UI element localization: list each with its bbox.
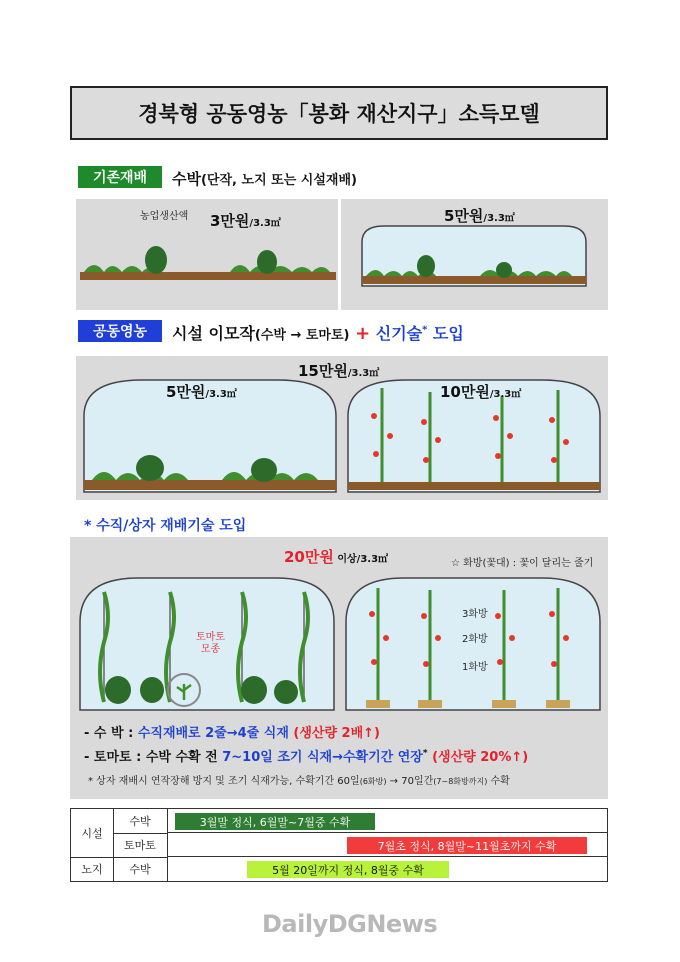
truss-legend: ☆ 화방(꽃대) : 꽃이 달리는 줄기 bbox=[451, 558, 594, 569]
schedule-bar-1: 3월말 정식, 6월말~7월중 수확 bbox=[175, 813, 375, 830]
joint-watermelon-price: 5만원/3.3㎡ bbox=[166, 383, 237, 401]
joint-tomato-price: 10만원/3.3㎡ bbox=[440, 383, 522, 401]
vertical-heading: * 수직/상자 재배기술 도입 bbox=[84, 518, 247, 534]
watermark: DailyDGNews bbox=[262, 910, 438, 938]
truss-label-2: 2화방 bbox=[462, 634, 488, 645]
schedule-bar-3: 5월 20일까지 정식, 8월중 수확 bbox=[247, 861, 449, 878]
existing-heading: 수박(단작, 노지 또는 시설재배) bbox=[172, 170, 357, 188]
open-field-label: 농업생산액 bbox=[140, 211, 189, 222]
panel-divider bbox=[338, 199, 341, 310]
schedule-group-facility: 시설 bbox=[71, 809, 114, 858]
existing-tag: 기존재배 bbox=[78, 166, 162, 188]
joint-heading: 시설 이모작(수박 → 토마토) + 신기술* 도입 bbox=[172, 323, 464, 344]
page-title: 경북형 공동영농「봉화 재산지구」소득모델 bbox=[70, 86, 608, 140]
truss-label-3: 3화방 bbox=[462, 609, 488, 620]
schedule-crop-2: 토마토 bbox=[113, 833, 168, 858]
truss-label-1: 1화방 bbox=[462, 662, 488, 673]
greenhouse-illustration bbox=[360, 224, 588, 288]
open-field-price: 3만원/3.3㎡ bbox=[210, 212, 281, 230]
seedling-label: 토마토 모종 bbox=[196, 632, 225, 655]
schedule-crop-1: 수박 bbox=[113, 809, 168, 834]
open-field-illustration bbox=[80, 240, 336, 284]
greenhouse-price: 5만원/3.3㎡ bbox=[444, 207, 515, 225]
vertical-price: 20만원 이상/3.3㎡ bbox=[284, 548, 389, 566]
bullet-watermelon: - 수 박 : 수직재배로 2줄→4줄 식재 (생산량 2배↑) bbox=[84, 726, 380, 741]
schedule-table bbox=[70, 808, 608, 882]
joint-tag: 공동영농 bbox=[78, 320, 162, 342]
bullet-tomato: - 토마토 : 수박 수확 전 7~10일 조기 식재→수확기간 연장* (생산량 20%↑) bbox=[84, 748, 529, 765]
schedule-crop-3: 수박 bbox=[113, 857, 168, 881]
joint-total-price: 15만원/3.3㎡ bbox=[298, 362, 380, 380]
footnote: * 상자 재배시 연작장해 방지 및 조기 식재가능, 수확기간 60일(6화방) → 70일간(7~8화방까지) 수확 bbox=[88, 776, 510, 787]
schedule-bar-2: 7월초 정식, 8월말~11월초까지 수확 bbox=[347, 837, 587, 854]
schedule-group-open: 노지 bbox=[71, 857, 114, 881]
